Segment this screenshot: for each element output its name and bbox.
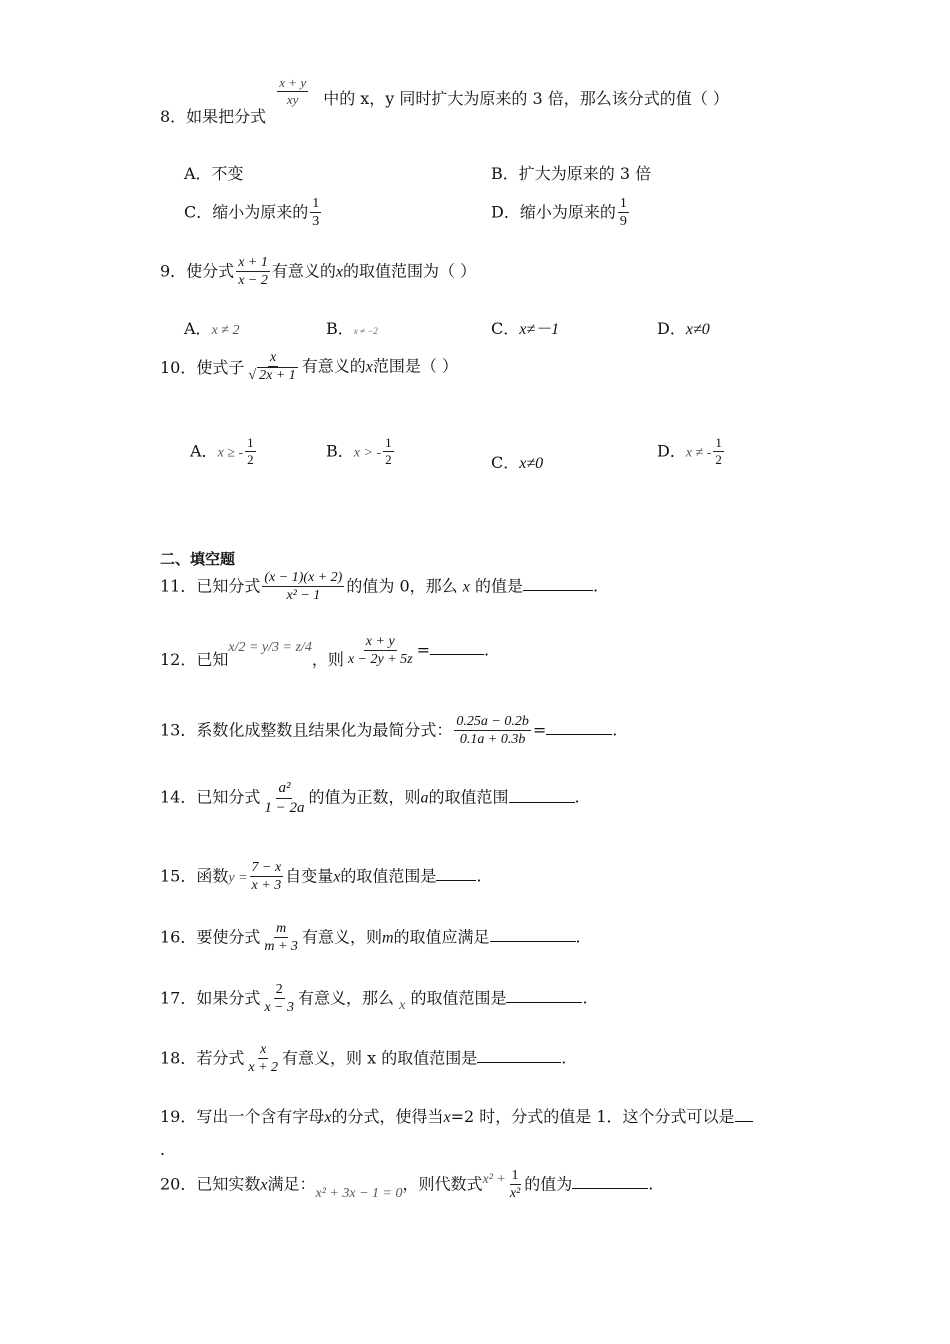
question-14: [160, 780, 580, 816]
answer-blank[interactable]: [523, 578, 593, 591]
q15-lhs: y =: [228, 870, 248, 886]
q17-fraction: [262, 982, 296, 1016]
q18-end: .: [561, 1048, 567, 1068]
frac-den: √ 2x + 1: [248, 368, 296, 384]
q8-option-c-frac: [310, 196, 321, 230]
frac-den: x − 2: [238, 273, 268, 289]
option-math: x > -: [353, 445, 382, 461]
half-frac: [383, 436, 394, 468]
frac-den: x + 2: [248, 1060, 279, 1076]
q20-prefix: 20．已知实数: [160, 1174, 261, 1194]
q20-expr-lead: x² +: [482, 1172, 506, 1188]
option-label: B．: [326, 319, 354, 338]
q8-stem-suffix: 中的 x，y 同时扩大为原来的 3 倍，那么该分式的值（ ）: [323, 89, 729, 109]
q11-suffix: 的值是: [474, 576, 523, 596]
q13-end: .: [612, 720, 618, 740]
frac-den: 9: [619, 214, 627, 230]
q20-mid: 满足：: [267, 1174, 316, 1194]
option-math: x ≠ 2: [211, 323, 240, 338]
q20-var: x: [260, 1176, 268, 1194]
q19-end: .: [160, 1140, 166, 1159]
option-label: D．: [657, 441, 686, 461]
q10-fraction: [246, 350, 299, 384]
q10-option-c: [491, 450, 543, 473]
frac-num: 7 − x: [250, 860, 284, 877]
question-20: [160, 1168, 653, 1202]
question-19: [160, 1104, 753, 1127]
answer-blank[interactable]: [735, 1109, 753, 1122]
q10-option-b: [326, 436, 396, 468]
frac-num: x + 1: [236, 255, 270, 272]
q17-mid: 有意义，那么: [298, 988, 395, 1008]
q12-end: .: [484, 640, 490, 660]
q19-text2: 的分式，使得当: [331, 1107, 444, 1126]
option-math: x ≠ -: [685, 445, 712, 461]
q19-text3: =2 时，分式的值是 1．这个分式可以是: [450, 1107, 735, 1126]
frac-num: m: [274, 921, 288, 938]
q9-option-a: [184, 316, 239, 339]
option-math: x ≥ -: [217, 445, 244, 461]
q16-fraction: [262, 921, 300, 955]
q8-frac-num: x + y: [277, 76, 308, 92]
frac-den: x + 3: [251, 878, 282, 894]
frac-den: 3: [312, 214, 320, 230]
frac-num: 1: [618, 196, 629, 213]
q15-prefix: 15．函数: [160, 866, 229, 886]
frac-den: 1 − 2a: [264, 799, 305, 816]
q8-fraction: [277, 76, 308, 108]
q12-eq: =: [416, 640, 431, 660]
question-18: [160, 1042, 566, 1076]
q12-ratio: x/2 = y/3 = z/4: [228, 640, 312, 656]
q9-option-c: [491, 316, 559, 339]
q14-var: a: [420, 789, 429, 807]
q8-option-c-text: C．缩小为原来的: [184, 202, 309, 222]
q11-end: .: [592, 576, 599, 596]
q8-option-a: A．不变: [184, 164, 244, 183]
option-math: x ≠ −2: [353, 326, 378, 336]
frac-den: 2: [247, 452, 254, 468]
frac-num: 1: [510, 1168, 521, 1185]
question-13: [160, 714, 617, 748]
q10-stem-mid: 有意义的: [301, 356, 366, 376]
q10-stem-prefix: 10．使式子: [160, 358, 245, 378]
question-8: [160, 75, 729, 127]
q11-prefix: 11．已知分式: [160, 576, 261, 596]
q10-var: x: [365, 358, 373, 376]
q10-option-a: [190, 436, 258, 468]
frac-num: x + y: [364, 634, 397, 651]
option-label: A．: [184, 319, 212, 338]
frac-num: x: [258, 1042, 268, 1059]
section-title: 二、填空题: [160, 550, 236, 568]
q18-suffix: 有意义，则 x 的取值范围是: [282, 1048, 478, 1068]
q13-eq: =: [532, 720, 547, 740]
option-label: C．: [491, 319, 520, 338]
option-label: A．: [190, 441, 218, 461]
q14-suffix: 的取值范围: [428, 787, 509, 807]
question-17: [160, 982, 588, 1016]
answer-blank[interactable]: [572, 1176, 648, 1189]
question-10: [160, 350, 458, 384]
q13-prefix: 13．系数化成整数且结果化为最简分式：: [160, 720, 453, 740]
option-math: x≠0: [519, 455, 544, 472]
q16-mid: 有意义，则: [301, 927, 382, 947]
q15-var: x: [333, 868, 341, 886]
half-frac: [713, 436, 724, 468]
answer-blank[interactable]: [546, 722, 612, 735]
q17-end: .: [582, 988, 588, 1008]
answer-blank[interactable]: [436, 868, 476, 881]
q18-fraction: [246, 1042, 280, 1076]
frac-den: 2: [385, 452, 392, 468]
q8-option-d-frac: [618, 196, 629, 230]
q15-end: .: [476, 866, 482, 886]
answer-blank[interactable]: [509, 790, 575, 803]
frac-den: 2: [715, 452, 722, 468]
q11-fraction: [262, 570, 344, 604]
q20-fraction: [508, 1168, 522, 1202]
q20-mid2: ，则代数式: [402, 1174, 483, 1194]
q20-suffix: 的值为: [524, 1174, 573, 1194]
frac-num: 1: [310, 196, 321, 213]
frac-num: (x − 1)(x + 2): [262, 570, 344, 587]
q15-fraction: [250, 860, 284, 894]
q12-fraction: [346, 634, 415, 668]
q12-comma: ，则: [311, 650, 344, 670]
q9-fraction: [236, 255, 270, 289]
q16-suffix: 的取值应满足: [393, 927, 490, 947]
question-12: [160, 634, 489, 668]
q16-end: .: [575, 927, 581, 947]
frac-den: x² − 1: [286, 588, 321, 604]
frac-num: 1: [713, 436, 724, 452]
q15-suffix: 的取值范围是: [340, 866, 437, 886]
q17-var: x: [399, 998, 406, 1014]
q9-stem-suffix: 的取值范围为（ ）: [342, 261, 477, 281]
frac-num: 0.25a − 0.2b: [454, 714, 530, 731]
option-math: x≠0: [685, 321, 710, 338]
q8-option-d-text: D．缩小为原来的: [491, 202, 616, 222]
frac-den: x²: [509, 1186, 521, 1202]
q14-fraction: [262, 780, 306, 816]
question-9: [160, 255, 476, 289]
q17-suffix: 的取值范围是: [410, 988, 507, 1008]
answer-blank[interactable]: [430, 642, 484, 655]
q16-prefix: 16．要使分式: [160, 927, 261, 947]
q15-mid: 自变量: [285, 866, 334, 886]
frac-num: 1: [245, 436, 256, 452]
q19-text1: 19．写出一个含有字母: [160, 1107, 325, 1126]
frac-num: x: [268, 350, 278, 367]
half-frac: [245, 436, 256, 468]
option-label: D．: [657, 319, 686, 338]
q20-equation: x² + 3x − 1 = 0: [315, 1186, 403, 1202]
option-math: x≠－1: [519, 321, 560, 338]
q16-var: m: [381, 929, 394, 947]
q8-option-c: [184, 196, 323, 230]
answer-blank[interactable]: [477, 1050, 561, 1063]
q10-option-d: [657, 436, 726, 468]
question-15: [160, 860, 481, 894]
q12-prefix: 12．已知: [160, 650, 229, 670]
q13-fraction: [454, 714, 530, 748]
q9-var: x: [335, 263, 343, 281]
option-label: C．: [491, 453, 520, 472]
q9-option-d: [657, 316, 710, 339]
q10-stem-suffix: 范围是（ ）: [372, 356, 458, 376]
question-16: [160, 921, 581, 955]
q8-stem-prefix: 8．如果把分式: [160, 107, 267, 127]
q20-end: .: [648, 1174, 654, 1194]
q11-mid: 的值为 0，那么: [346, 576, 458, 596]
frac-den: 0.1a + 0.3b: [459, 732, 526, 748]
q9-stem-prefix: 9．使分式: [160, 261, 235, 281]
q8-option-b: B．扩大为原来的 3 倍: [491, 164, 652, 183]
frac-num: 1: [383, 436, 394, 452]
q14-mid: 的值为正数，则: [308, 787, 421, 807]
q17-prefix: 17．如果分式: [160, 988, 261, 1008]
q14-prefix: 14．已知分式: [160, 787, 261, 807]
q18-prefix: 18．若分式: [160, 1048, 245, 1068]
q19-cond: x: [443, 1109, 451, 1126]
question-11: [160, 570, 598, 604]
q8-frac-den: xy: [286, 92, 299, 108]
q11-var: x: [462, 578, 470, 596]
q14-end: .: [574, 787, 580, 807]
q9-option-b: [326, 316, 378, 339]
frac-num: a²: [276, 780, 292, 799]
frac-den: x − 2y + 5z: [347, 652, 413, 668]
answer-blank[interactable]: [490, 929, 576, 942]
q8-option-d: [491, 196, 631, 230]
frac-num: 2: [274, 982, 285, 999]
answer-blank[interactable]: [506, 990, 582, 1003]
q19-var: x: [324, 1109, 332, 1126]
q9-stem-mid: 有意义的: [271, 261, 336, 281]
option-label: B．: [326, 441, 354, 461]
frac-den: m + 3: [264, 939, 298, 955]
frac-den: x − 3: [264, 1000, 295, 1016]
